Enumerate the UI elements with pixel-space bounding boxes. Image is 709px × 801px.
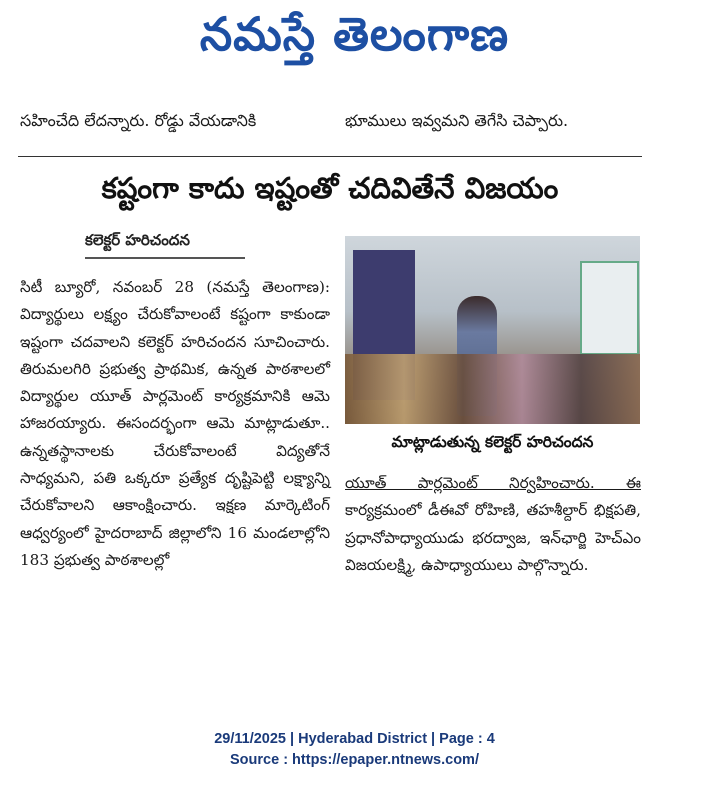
article-headline: కష్టంగా కాదు ఇష్టంతో చదివితేనే విజయం <box>101 171 559 205</box>
cropped-line <box>345 88 645 108</box>
article-body-right-column <box>345 470 641 579</box>
previous-article-right-line: భూములు ఇవ్వమని తెగేసి చెప్పారు. <box>345 111 569 130</box>
article-photo <box>345 236 640 424</box>
previous-article-right-fragment <box>345 88 645 150</box>
photo-seated-audience <box>345 354 640 424</box>
footer-date-edition: 29/11/2025 | Hyderabad District | Page : 4 <box>214 731 495 747</box>
article-byline: కలెక్టర్ హరిచందన <box>85 231 245 259</box>
section-divider <box>18 156 642 157</box>
photo-banner-right <box>580 261 639 355</box>
photo-caption: మాట్లాడుతున్న కలెక్టర్ హరిచందన <box>391 433 594 451</box>
footer-source-link[interactable]: Source : https://epaper.ntnews.com/ <box>230 752 479 768</box>
newspaper-masthead: నమస్తే తెలంగాణ <box>199 7 510 61</box>
article-body-right-first-line: యూత్ పార్లమెంట్ నిర్వహించారు. ఈ <box>345 474 641 492</box>
previous-article-left-line: సహించేది లేదన్నారు. రోడ్డు వేయడానికి <box>20 111 257 130</box>
previous-article-left-fragment <box>20 88 325 150</box>
article-body-left-column: సిటీ బ్యూరో, నవంబర్ 28 (నమస్తే తెలంగాణ): విద్యార్థులు లక్ష్యం చేరుకోవాలంటే కష్టంగా కాకుండా ఇష్టంగా చదవాలని కలెక్టర్ హరిచందన సూచించారు. తిరుమలగిరి ప్రభుత్వ ప్రాథమిక, ఉన్నత పాఠశాలలో విద్యార్థుల యూత్ పార్లమెంట్ కార్యక్రమానికి ఆమె హాజరయ్యారు. ఈసందర్భంగా ఆమె మాట్లాడుతూ.. ఉన్నతస్థానాలకు చేరుకోవాలంటే విద్యతోనే సాధ్యమని, పతి ఒక్కరూ ప్రత్యేక దృష్టిపెట్టి లక్ష్యాన్ని చేరుకోవాలని ఆకాంక్షించారు. ఇక్షణ మార్కెటింగ్ ఆధ్వర్యంలో హైదరాబాద్ జిల్లాలోని 16 మండలాల్లోని 183 ప్రభుత్వ పాఠశాలల్లో <box>20 278 330 569</box>
cropped-line <box>20 88 325 108</box>
article-body-right-text: కార్యక్రమంలో డీఈవో రోహిణి, తహశీల్దార్ భిక్షపతి, ప్రధానోపాధ్యాయుడు భరద్వాజ, ఇన్‌ఛార్జి హెచ్ఎం విజయలక్ష్మి, ఉపాధ్యాయులు పాల్గొన్నారు. <box>345 501 641 574</box>
